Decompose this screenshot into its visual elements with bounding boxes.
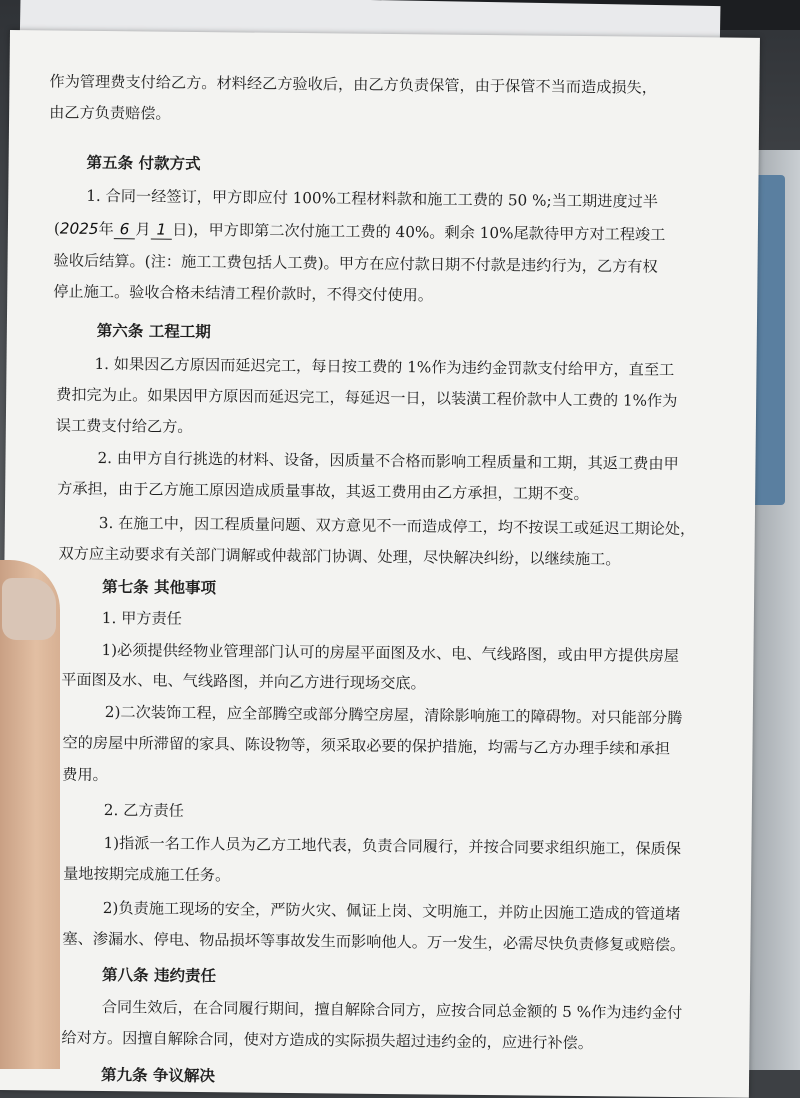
text-line: 验收后结算。(注：施工工费包括人工费)。甲方在应付款日期不付款是违约行为，乙方有权	[53, 251, 658, 276]
text-line: 合同生效后，在合同履行期间，擅自解除合同方，应按合同总金额的 5 %作为违约金付	[101, 998, 683, 1023]
contract-page	[0, 30, 760, 1098]
contract-text	[49, 70, 750, 1086]
year-unit: 年	[98, 219, 114, 239]
text-line: 平面图及水、电、气线路图，并向乙方进行现场交底。	[61, 670, 426, 693]
handwritten-day: 1	[156, 220, 167, 239]
text-line: 作为管理费支付给乙方。材料经乙方验收后，由乙方负责保管，由于保管不当而造成损失，	[49, 72, 658, 97]
text-line: 2. 乙方责任	[103, 801, 185, 820]
text-line: 误工费支付给乙方。	[55, 416, 193, 436]
text-line: 1. 甲方责任	[101, 608, 183, 628]
text-line: 空的房屋中所滞留的家具、陈设物等，须采取必要的保护措施，均需与乙方办理手续和承担	[62, 733, 671, 758]
text-line: 2)二次装饰工程，应全部腾空或部分腾空房屋，清除影响施工的障碍物。对只能部分腾	[104, 703, 683, 728]
text-line: 给对方。因擅自解除合同，使对方造成的实际损失超过违约金的，应进行补偿。	[61, 1028, 594, 1053]
text-line: 1. 如果因乙方原因而延迟完工，每日按工费的 1%作为违约金罚款支付给甲方，直至工	[94, 354, 675, 379]
text-line: 1)必须提供经物业管理部门认可的房屋平面图及水、电、气线路图，或由甲方提供房屋	[101, 640, 680, 666]
section-heading-7: 第七条 其他事项	[102, 576, 217, 598]
text-line: 3. 在施工中，因工程质量问题、双方意见不一而造成停工，均不按误工或延迟工期论处，	[98, 513, 696, 539]
handwritten-year: 2025	[59, 219, 99, 238]
text-line: 方承担，由于乙方施工原因造成质量事故，其返工费用由乙方承担，工期不变。	[57, 479, 589, 504]
date-open: (	[53, 219, 60, 238]
text-line: 费扣完为止。如果因甲方原因而延迟完工，每延迟一日，以装潢工程价款中人工费的 1%作为	[56, 385, 678, 411]
text-line: 由乙方负责赔偿。	[49, 103, 171, 123]
text-line: 2)负责施工现场的安全，严防火灾、佩证上岗、文明施工，并防止因施工造成的管道堵	[102, 899, 681, 924]
date-line	[54, 217, 666, 244]
section-heading-9: 第九条 争议解决	[100, 1065, 216, 1086]
text-line: 停止施工。验收合格未结清工程价款时，不得交付使用。	[53, 282, 434, 305]
thumb-nail	[2, 578, 56, 640]
text-line: 双方应主动要求有关部门调解或仲裁部门协调、处理，尽快解决纠纷，以继续施工。	[58, 544, 621, 569]
text-line: 2. 由甲方自行挑选的材料、设备，因质量不合格而影响工程质量和工期，其返工费由甲	[97, 448, 679, 474]
section-heading-5: 第五条 付款方式	[86, 152, 201, 174]
text-line: 塞、渗漏水、停电、物品损坏等事故发生而影响他人。万一发生，必需尽快负责修复或赔偿。	[62, 929, 686, 955]
handwritten-month: 6	[119, 220, 130, 239]
text-line: 1)指派一名工作人员为乙方工地代表，负责合同履行，并按合同要求组织施工，保质保	[103, 834, 682, 859]
date-line-rest: )，甲方即第二次付施工工费的 40%。剩余 10%尾款待甲方对工程竣工	[187, 220, 666, 244]
month-unit: 月	[135, 220, 151, 239]
text-line: 量地按期完成施工任务。	[63, 864, 231, 885]
section-heading-8: 第八条 违约责任	[102, 965, 217, 986]
section-heading-6: 第六条 工程工期	[96, 320, 211, 342]
text-line: 费用。	[62, 765, 108, 785]
text-line: 1. 合同一经签订，甲方即应付 100%工程材料款和施工工费的 50 %;当工期进度过半	[86, 186, 659, 211]
day-unit: 日	[172, 220, 188, 239]
